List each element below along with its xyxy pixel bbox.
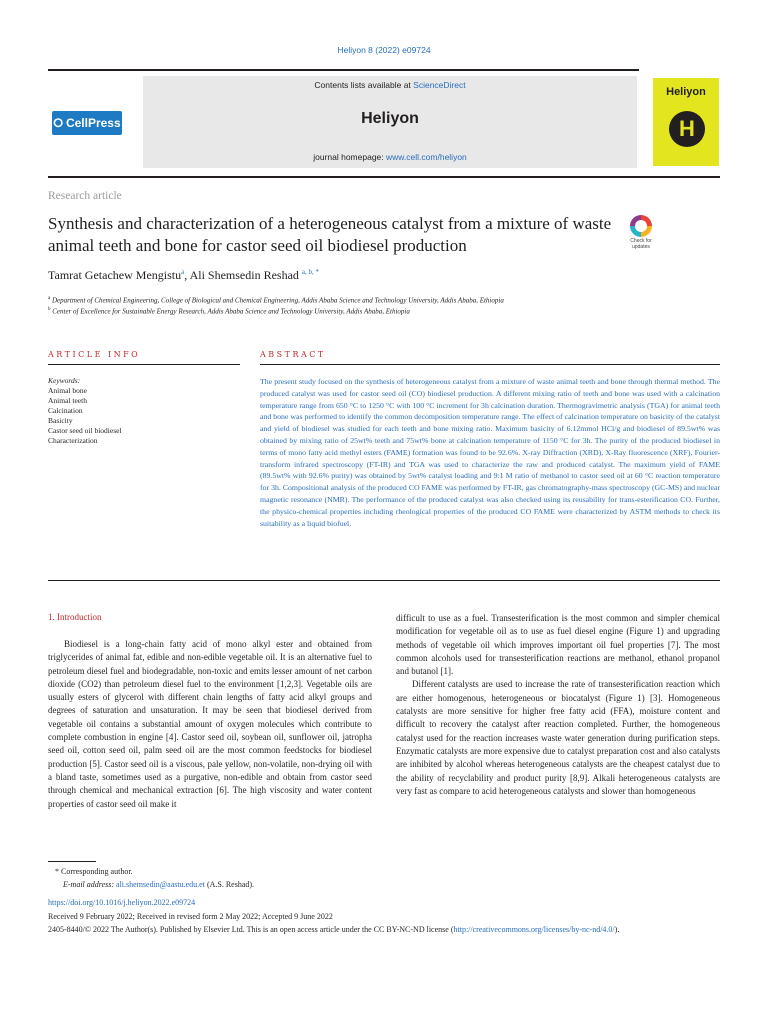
email-label: E-mail address:: [63, 879, 117, 889]
check-updates-label: Check for updates: [630, 238, 652, 250]
cover-h-icon: H: [669, 111, 705, 147]
keywords-label: Keywords:: [48, 376, 81, 385]
email-suffix: (A.S. Reshad).: [204, 879, 255, 889]
author-name[interactable]: Ali Shemsedin Reshad: [189, 268, 299, 282]
footnote-rule: [48, 861, 96, 862]
sciencedirect-link[interactable]: ScienceDirect: [413, 80, 466, 90]
corresponding-footnote: [55, 866, 254, 891]
keyword: Basicity: [48, 416, 73, 425]
section-heading-introduction: 1. Introduction: [48, 612, 102, 622]
homepage-prefix: journal homepage:: [313, 152, 386, 162]
homepage-line: [143, 152, 637, 162]
check-for-updates-button[interactable]: [624, 215, 658, 255]
body-paragraph: difficult to use as a fuel. Transesterification is the most common and simpler chemical modification for vegetable oil as to use as fuel diesel engine (Figure 1) and upgrading methods of vegetable oil which improves important oil fuel properties [7]. The most common alcohols used for transesterification reactions are methanol, ethanol propanol and butanol [1].: [396, 613, 720, 677]
homepage-link[interactable]: www.cell.com/heliyon: [386, 152, 467, 162]
journal-title: Heliyon: [361, 110, 419, 127]
keyword: Castor seed oil biodiesel: [48, 426, 122, 435]
author-affiliation-mark[interactable]: a, b, *: [301, 268, 320, 276]
license-statement: [48, 924, 720, 936]
author-list: [48, 268, 319, 283]
check-updates-icon: [630, 215, 652, 237]
doi-link[interactable]: https://doi.org/10.1016/j.heliyon.2022.e09724: [48, 898, 196, 907]
affiliation: [48, 296, 504, 304]
affiliation-text: Center of Excellence for Sustainable Energy Research, Addis Ababa Science and Technology University, Addis Ababa, Ethiopia: [52, 307, 410, 316]
journal-citation[interactable]: Heliyon 8 (2022) e09724: [337, 45, 431, 55]
header-top-rule: [48, 69, 639, 71]
article-info-heading: ARTICLE INFO: [48, 350, 141, 359]
keywords-list: [48, 386, 122, 446]
affiliation-mark: b: [48, 307, 51, 312]
email-link[interactable]: ali.shemsedin@aastu.edu.et: [116, 879, 205, 889]
license-suffix: ).: [614, 925, 620, 934]
header-bottom-rule: [48, 176, 720, 178]
keyword: Calcination: [48, 406, 83, 415]
author-name[interactable]: Tamrat Getachew Mengistu: [48, 268, 182, 282]
body-paragraph: Different catalysts are used to increase the rate of transesterification reaction which are either homogenous, heterogeneous or biocatalyst (Figure 1) [3]. Homogeneous catalysts are more sensitive for higher free fatty acid (FFA), moisture content and difficult to recovery the catalyst after reaction completed. Further, the homogeneous catalyst used for the reaction increases waste water generation during purification steps. Enzymatic catalysts are more expensive due to catalyst preparation cost and also catalysts are inhibited by alcohol whereas heterogeneous catalysts are the cheapest catalyst due to the ability of recyclability and product purity [8,9]. Alkali heterogeneous catalysts are very fast as compare to acid heterogeneous catalysts and slower than homogeneous: [396, 679, 720, 796]
contents-line: [143, 80, 637, 90]
affiliation: [48, 307, 410, 315]
affiliation-mark: a: [48, 296, 51, 301]
footnote-mark: *: [55, 867, 59, 876]
article-info-rule: [48, 364, 240, 365]
contents-prefix: Contents lists available at: [314, 80, 414, 90]
keyword: Characterization: [48, 436, 98, 445]
body-column-left: Biodiesel is a long-chain fatty acid of mono alkyl ester and obtained from triglycerides of animal fat, edible and non-edible vegetable oil. It is an alternative fuel to petroleum diesel fuel and biodegradable, non-toxic and emits lesser amount of net carbon dioxide (CO2) than petroleum diesel fuel to the environment [1,2,3]. Vegetable oils are usually esters of glycerol with different chain lengths of fatty acid alkyl groups and degrees of saturation and unsaturation. It may be seen that biodiesel derived from vegetable oil contains a substantial amount of oxygen molecules which contribute to complete combustion in engine [4]. Castor seed oil, soybean oil, sunflower oil, jatropha seed oil, cotton seed oil, palm seed oil are the most common feedstocks for biodiesel production [5]. Castor seed oil is a viscous, pale yellow, non-volatile, non-drying oil with a bland taste, sometimes used as a purgative, non-edible and obtain from castor seed through chemical and mechanical extraction [6]. The high viscosity and water content properties of castor seed oil make it: [48, 639, 372, 809]
abstract-text: The present study focused on the synthesis of heterogeneous catalyst from a mixture of waste animal teeth and bone through thermal method. The produced catalyst was used for castor seed oil (CO) biodiesel production. A different mixing ratio of teeth and bone was used with a calcination temperature range from 650 °C to 1250 °C with 100 °C increment for 3h calcination duration. Thermogravimetric analysis (TGA) for animal teeth and bone was performed to identify the common decomposition temperature range. The effect of calcination temperature on basicity of the catalyst and yield of biodiesel was studied for each teeth and bone mixing ratio. Maximum basicity of 6.12mmol HCl/g and biodiesel of 89.5wt% was obtained by mixing ratio of 25wt% teeth and 75wt% bone at calcination temperature of 1150 °C for 3h. The purity of the produced biodiesel in terms of mono fatty acid methyl esters (FAME) formation was found to be 92.6%. X-ray Diffraction (XRD), X-Ray fluorescence (XRF), Fourier-transform infrared spectroscopy (FT-IR) and TGA was used to characterize the raw and produced catalyst. The maximum yield of FAME (89.5wt% with 92.6% purity) was obtained by 5wt% catalyst loading and 9:1 M ratio of methanol to castor seed oil at 60 °C reaction temperature for 3h. Compositional analysis of the produced CO FAME was performed by FT-IR, gas chromatography-mass spectroscopy (GC-MS) and nuclear magnetic resonance (NMR). The performance of the produced catalyst was also checked using its reusability for trans-esterification CO. Further, the physico-chemical properties including rheological properties of the produced CO FAME were characterized by ASTM methods to check its suitability as a liquid biofuel.: [260, 377, 720, 528]
cellpress-logo[interactable]: [52, 111, 122, 135]
abstract-rule: [260, 364, 720, 365]
article-dates: Received 9 February 2022; Received in revised form 2 May 2022; Accepted 9 June 2022: [48, 912, 333, 921]
cellpress-logo-text: CellPress: [65, 116, 121, 130]
license-link[interactable]: http://creativecommons.org/licenses/by-nc-nd/4.0/: [453, 925, 615, 934]
keyword: Animal bone: [48, 386, 87, 395]
keyword: Animal teeth: [48, 396, 87, 405]
abstract-bottom-rule: [48, 580, 720, 581]
article-title: Synthesis and characterization of a heterogeneous catalyst from a mixture of waste animal teeth and bone for castor seed oil biodiesel production: [48, 214, 612, 255]
article-type: Research article: [48, 190, 122, 202]
cellpress-mark-icon: ⭘: [53, 115, 63, 130]
body-column-right: [396, 612, 720, 798]
cover-title: Heliyon: [666, 86, 706, 98]
author-separator: ,: [184, 268, 190, 282]
corresponding-label: Corresponding author.: [61, 867, 133, 876]
license-text: 2405-8440/© 2022 The Author(s). Published by Elsevier Ltd. This is an open access article under the CC BY-NC-ND license (: [48, 925, 454, 934]
author-affiliation-mark[interactable]: a: [181, 268, 185, 276]
affiliation-text: Department of Chemical Engineering, College of Biological and Chemical Engineering, Addis Ababa Science and Technology University, Addis Ababa, Ethiopia: [51, 296, 504, 305]
abstract-heading: ABSTRACT: [260, 350, 326, 359]
